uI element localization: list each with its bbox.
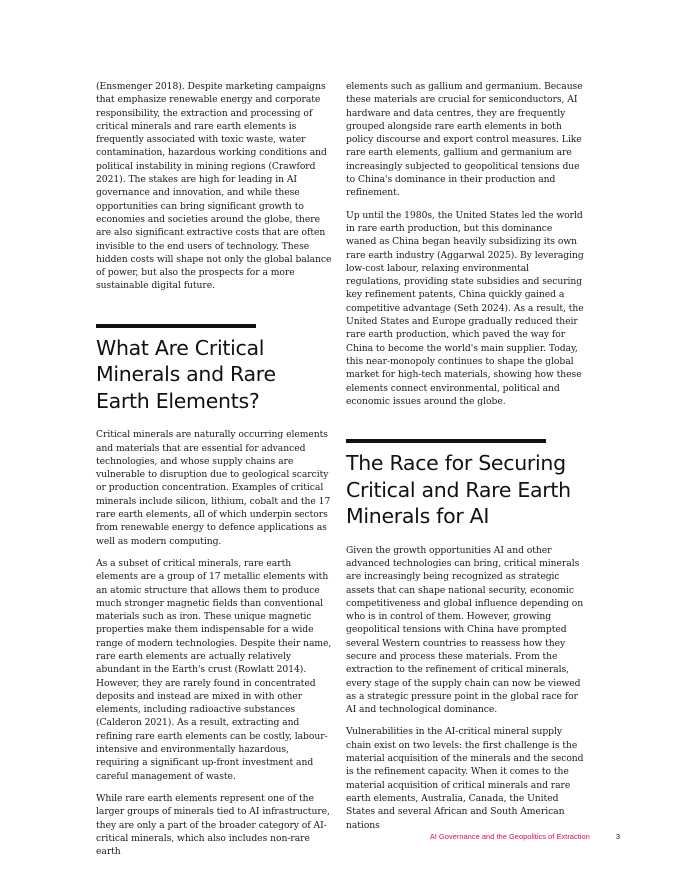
page-footer: [430, 832, 620, 841]
section-heading-race-for-minerals: The Race for Securing Critical and Rare Earth Minerals for AI: [346, 451, 571, 529]
page-number: 3: [615, 832, 620, 841]
body-paragraph: Critical minerals are naturally occurring elements and materials that are essential for advanced technologies, and whose supply chains are vulnerable to disruption due to geological scarcity or production concentration. Examples of critical minerals include silicon, lithium, cobalt and the 17 rare earth elements, all of which underpin sectors from renewable energy to defence applications as well as modern computing.: [96, 429, 331, 547]
section-divider: [96, 324, 256, 328]
intro-paragraph: (Ensmenger 2018). Despite marketing campaigns that emphasize renewable energy and corporate responsibility, the extraction and processing of critical minerals and rare earth elements is frequently associated with toxic waste, water contamination, hazardous working conditions and political instability in mining regions (Crawford 2021). The stakes are high for leading in AI governance and innovation, and while these opportunities can bring significant growth to economies and societies around the globe, there are also significant extractive costs that are often invisible to the end users of technology. These hidden costs will shape not only the global balance of power, but also the prospects for a more sustainable digital future.: [96, 81, 332, 292]
body-paragraph: Vulnerabilities in the AI-critical mineral supply chain exist on two levels: the first challenge is the material acquisition of the minerals and the second is the refinement capacity. When it comes to the material acquisition of critical minerals and rare earth elements, Australia, Canada, the United States and several African and South American nations: [346, 726, 584, 831]
left-column: [96, 80, 334, 867]
body-paragraph: Given the growth opportunities AI and other advanced technologies can bring, critical minerals are increasingly being recognized as strategic assets that can shape national security, economic competitiveness and global influence depending on who is in control of them. However, growing geopolitical tensions with China have prompted several Western countries to reassess how they secure and process these materials. From the extraction to the refinement of critical minerals, every stage of the supply chain can now be viewed as a strategic pressure point in the global race for AI and technological dominance.: [346, 544, 584, 716]
section-heading-critical-minerals: What Are Critical Minerals and Rare Earth Elements?: [96, 335, 276, 413]
body-paragraph: Up until the 1980s, the United States led the world in rare earth production, but this dominance waned as China began heavily subsidizing its own rare earth industry (Aggarwal 2025). By leveraging low-cost labour, relaxing environmental regulations, providing state subsidies and securing key refinement patents, China quickly gained a competitive advantage (Seth 2024). As a result, the United States and Europe gradually reduced their rare earth production, which paved the way for China to become the world's main supplier. Today, this near-monopoly continues to shape the global market for high-tech materials, showing how these elements connect environmental, political and economic issues around the globe.: [346, 209, 584, 407]
section-divider: [346, 439, 546, 443]
footer-title: AI Governance and the Geopolitics of Extraction: [429, 832, 590, 841]
body-paragraph: elements such as gallium and germanium. Because these materials are crucial for semiconductors, AI hardware and data centres, they are frequently grouped alongside rare earth elements in both policy discourse and export control measures. Like rare earth elements, gallium and germanium are increasingly subjected to geopolitical tensions due to China's dominance in their production and refinement.: [346, 81, 583, 199]
body-paragraph: As a subset of critical minerals, rare earth elements are a group of 17 metallic elements with an atomic structure that allows them to produce much stronger magnetic fields than conventional materials such as iron. These unique magnetic properties make them indispensable for a wide range of modern technologies. Despite their name, rare earth elements are actually relatively abundant in the Earth's crust (Rowlatt 2014). However, they are rarely found in concentrated deposits and instead are mixed in with other elements, including radioactive substances (Calderon 2021). As a result, extracting and refining rare earth elements can be costly, labour-intensive and environmentally hazardous, requiring a significant up-front investment and careful management of waste.: [96, 557, 332, 782]
body-paragraph: While rare earth elements represent one of the larger groups of minerals tied to AI infrastructure, they are only a part of the broader category of AI-critical minerals, which also includes non-rare earth: [96, 792, 330, 858]
right-column: [346, 80, 584, 841]
